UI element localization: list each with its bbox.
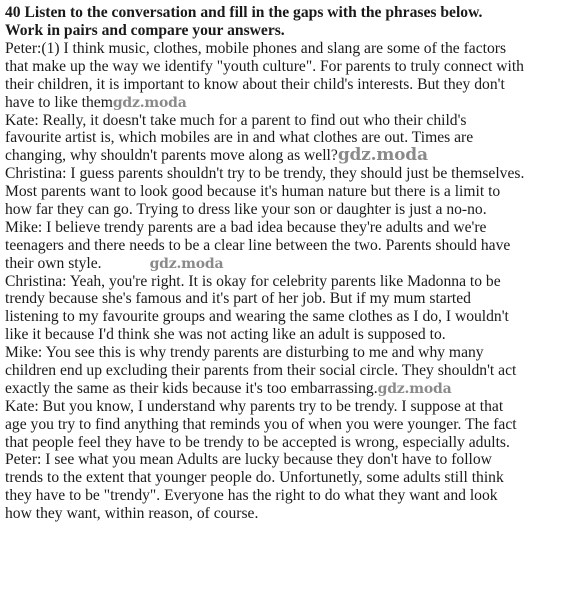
text-line: that make up the way we identify "youth culture". For parents to truly connect with	[5, 57, 524, 75]
watermark: gdz.moda	[149, 255, 224, 272]
text-line: have to like themgdz.moda	[5, 93, 187, 111]
text-line: Mike: You see this is why trendy parents are disturbing to me and why many	[5, 344, 484, 362]
text-line: Peter:(1) I think music, clothes, mobile phones and slang are some of the factors	[5, 40, 507, 57]
heading-line-2: Work in pairs and compare your answers.	[5, 21, 285, 39]
text-line: trendy because she's famous and it's part of her job. But if my mum started	[5, 290, 471, 308]
watermark: gdz.moda	[377, 380, 452, 397]
text-line: how they want, within reason, of course.	[5, 505, 259, 523]
text-line: age you try to find anything that reminds you of when you were younger. The fact	[5, 415, 517, 433]
text-line: how far they can go. Trying to dress like your son or daughter is just a no-no.	[5, 201, 487, 219]
text-line: Christina: Yeah, you're right. It is okay for celebrity parents like Madonna to be	[5, 272, 501, 290]
text-line: changing, why shouldn't parents move along as well?gdz.moda	[5, 145, 428, 166]
text-line: teenagers and there needs to be a clear line between the two. Parents should have	[5, 236, 511, 254]
watermark: gdz.moda	[337, 145, 428, 166]
text-line: Most parents want to look good because it's human nature but there is a limit to	[5, 183, 501, 201]
text-line: they have to be "trendy". Everyone has the right to do what they want and look	[5, 487, 498, 505]
text-line: that people feel they have to be trendy to be accepted is wrong, especially adults.	[5, 433, 510, 451]
text-line: Christina: I guess parents shouldn't try to be trendy, they should just be themselves.	[5, 165, 525, 183]
heading-line-1: 40 Listen to the conversation and fill in the gaps with the phrases below.	[5, 4, 483, 21]
text-line: like it because I'd think she was not acting like an adult is supposed to.	[5, 326, 446, 344]
text-line: listening to my favourite groups and wearing the same clothes as I do, I wouldn't	[5, 308, 509, 326]
text-line: children end up excluding their parents from their social circle. They shouldn't act	[5, 362, 517, 380]
text-line: their own style. gdz.moda	[5, 254, 224, 272]
watermark: gdz.moda	[112, 94, 187, 111]
text-line: Kate: Really, it doesn't take much for a parent to find out who their child's	[5, 111, 467, 129]
text-line: favourite artist is, which mobiles are in and what clothes are out. Times are	[5, 129, 474, 147]
text-line: Peter: I see what you mean Adults are lucky because they don't have to follow	[5, 451, 492, 469]
text-line: exactly the same as their kids because it's too embarrassing.gdz.moda	[5, 379, 452, 397]
text-line: trends to the extent that younger people do. Unfortunetly, some adults still think	[5, 469, 504, 487]
text-line: Mike: I believe trendy parents are a bad idea because they're adults and we're	[5, 218, 487, 236]
text-line: their children, it is important to know about their child's interests. But they don't	[5, 75, 505, 93]
exercise-heading	[5, 4, 581, 39]
conversation-text	[5, 40, 581, 523]
text-line: Kate: But you know, I understand why parents try to be trendy. I suppose at that	[5, 397, 504, 415]
